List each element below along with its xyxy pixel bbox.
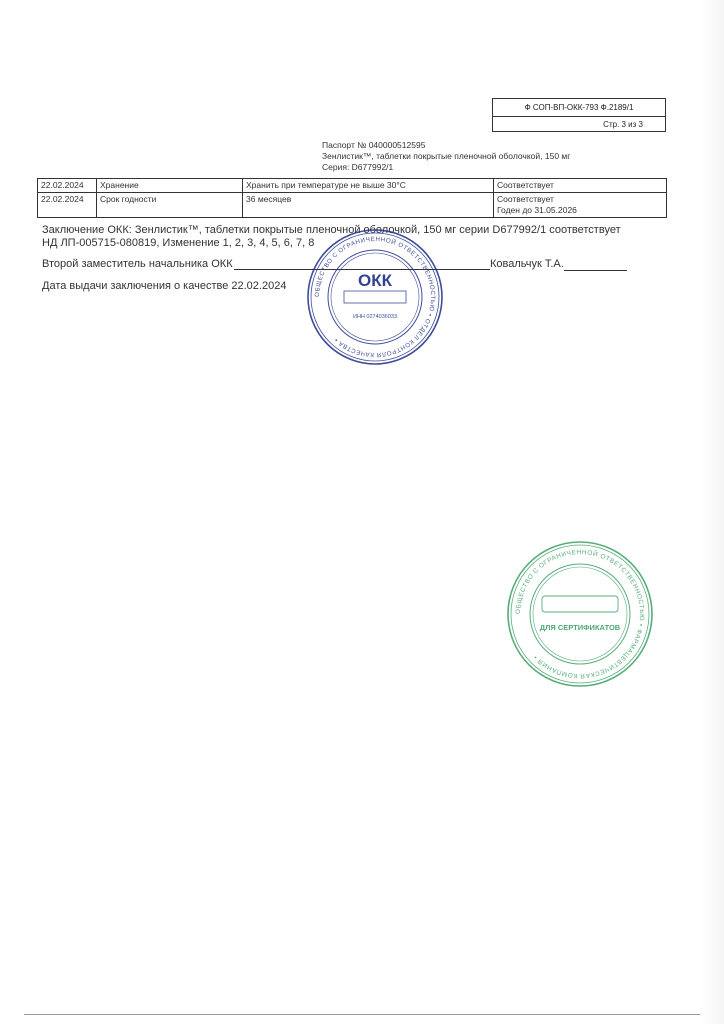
test-result (494, 193, 667, 218)
result-line: Соответствует (497, 194, 554, 204)
form-code-box (492, 98, 666, 132)
result-line: Годен до 31.05.2026 (497, 205, 577, 215)
product-name: Зенлистик™, таблетки покрытые пленочной оболочкой, 150 мг (322, 151, 571, 161)
result-line: Соответствует (497, 180, 554, 190)
table-row (38, 179, 667, 193)
test-date: 22.02.2024 (38, 179, 97, 193)
series-number: Серия: D677992/1 (322, 162, 394, 172)
signer-position: Второй заместитель начальника ОКК (42, 258, 233, 270)
page-edge (24, 1014, 700, 1015)
conclusion-line: НД ЛП-005715-080819, Изменение 1, 2, 3, 4, 5, 6, 7, 8 (42, 237, 315, 249)
issue-date: Дата выдачи заключения о качестве 22.02.2024 (42, 280, 287, 292)
passport-header (322, 140, 570, 173)
page-number: Стр. 3 из 3 (603, 120, 643, 129)
signer-name: Ковальчук Т.А. (490, 258, 564, 270)
test-indicator: Срок годности (97, 193, 243, 218)
test-results-table (37, 178, 667, 218)
test-date: 22.02.2024 (38, 193, 97, 218)
test-norm: 36 месяцев (243, 193, 494, 218)
test-result (494, 179, 667, 193)
signature-line (564, 270, 627, 271)
certificate-stamp (506, 540, 654, 688)
okk-stamp-inn: ИНН 0274036033 (352, 314, 398, 320)
scan-shadow (700, 0, 724, 1024)
test-indicator: Хранение (97, 179, 243, 193)
okk-stamp-ring-text: ОБЩЕСТВО С ОГРАНИЧЕННОЙ ОТВЕТСТВЕННОСТЬЮ • ОТДЕЛ КОНТРОЛЯ КАЧЕСТВА • (313, 235, 437, 359)
passport-number: Паспорт № 040000512595 (322, 140, 426, 150)
conclusion-line: Заключение ОКК: Зенлистик™, таблетки покрытые пленочной оболочкой, 150 мг серии D677992/1 соответствует (42, 224, 621, 236)
form-code: Ф СОП-ВП-ОКК-793 Ф.2189/1 (493, 99, 665, 117)
certificate-stamp-ring-text: ОБЩЕСТВО С ОГРАНИЧЕННОЙ ОТВЕТСТВЕННОСТЬЮ • ФАРМАЦЕВТИЧЕСКАЯ КОМПАНИЯ • (514, 548, 646, 680)
test-norm: Хранить при температуре не выше 30°С (243, 179, 494, 193)
okk-stamp-center-text: ОКК (358, 271, 392, 290)
okk-stamp (306, 228, 444, 366)
certificate-stamp-center-text: ДЛЯ СЕРТИФИКАТОВ (539, 623, 621, 632)
table-row (38, 193, 667, 218)
